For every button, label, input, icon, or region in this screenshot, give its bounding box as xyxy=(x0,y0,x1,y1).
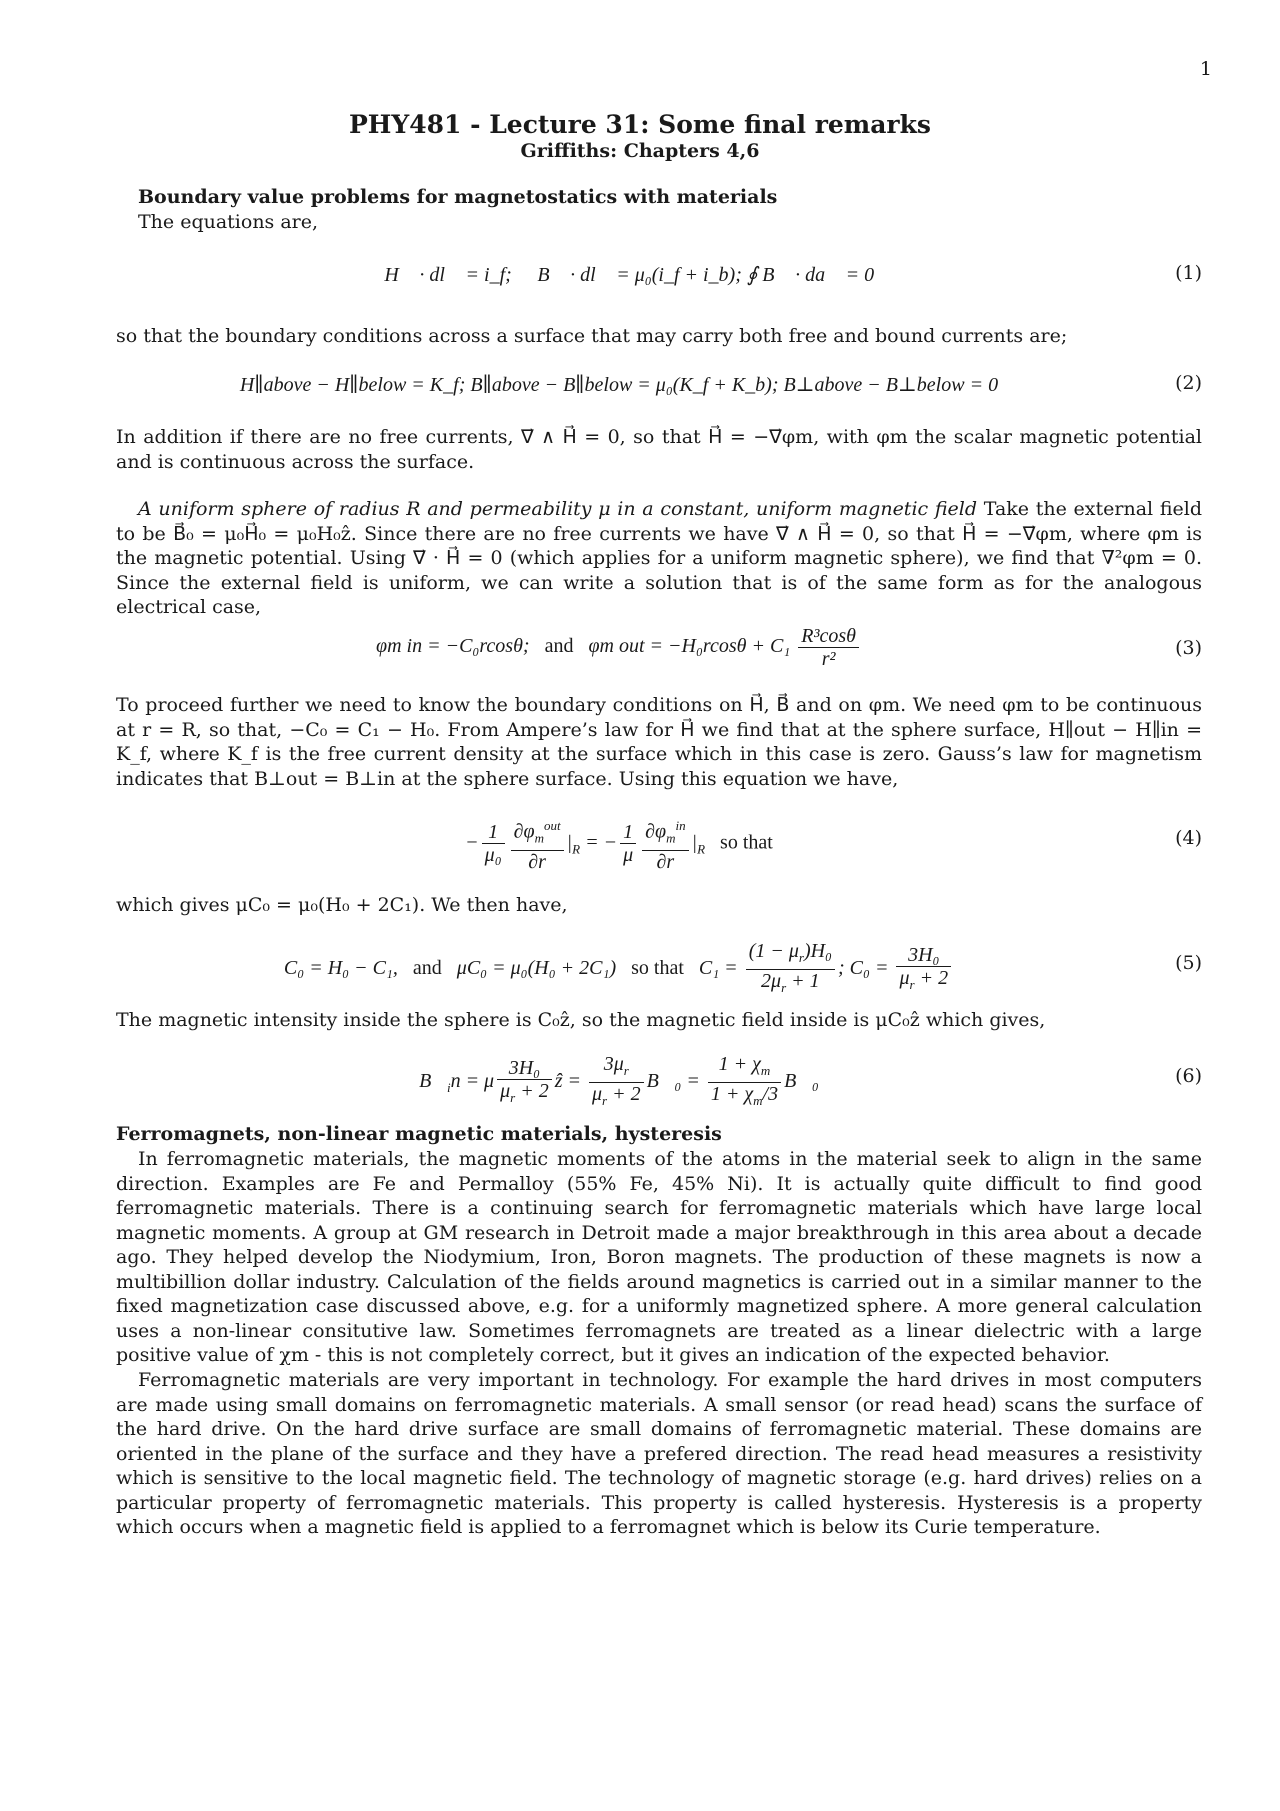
equation-6: $B⃗_in = \mu$ $\frac{\text{3H₀}}{\mu_r + 2}$ ẑ = $\frac{3\mu_r}{\mu_r + 2}$ B⃗₀ = $\frac{1 + \chi_m}{1 + \chi_m/3}$ B⃗₀ (6) xyxy=(116,1053,1202,1109)
equation-4-frac-c: $\frac{1}{\mu}$ xyxy=(620,821,636,866)
equation-2 xyxy=(116,372,1202,422)
equation-6-frac-c: $\frac{1 + \chi_m}{1 + \chi_m/3}$ xyxy=(708,1053,781,1112)
equation-2-number: (2) xyxy=(1175,372,1202,394)
equation-4-frac-b: $\frac{\partial\varphi_m^{out}}{\partial r}$ xyxy=(511,815,564,873)
equation-1 xyxy=(116,262,1202,312)
paragraph-boundary-conditions: so that the boundary conditions across a surface that may carry both free and bound currents are; xyxy=(116,325,1068,347)
equation-4-text: so that xyxy=(720,831,773,854)
uniform-sphere-lead: A uniform sphere of radius R and permeability μ in a constant, uniform magnetic field xyxy=(138,498,978,520)
section-heading-boundary: Boundary value problems for magnetostatics with materials xyxy=(138,186,778,208)
equation-4: − $\frac{1}{\text{μ₀}}$ $\frac{\partial\varphi_m^{out}}{\partial r}$ $|_R$ = − $\frac{1}{\mu}$ $\frac{\partial\varphi_m^{in}}{\partial r}$ $|_R$ so that (4) xyxy=(116,815,1202,871)
paragraph-free-currents: In addition if there are no free currents, ∇⃗ ∧ H⃗ = 0, so that H⃗ = −∇⃗φm, with φm the scalar magnetic potential and is continuous across the surface. xyxy=(116,426,1202,473)
equation-5: C₀ = H₀ − C₁, and μC₀ = μ₀(H₀ + 2C₁) so that C₁ = $\frac{(1 - \mu_r)H_0}{2\mu_r + 1}$ ; C₀ = $\frac{\text{3H₀}}{\mu_r + 2}$ (5) xyxy=(116,940,1202,996)
equation-5-b: μC₀ = μ₀(H₀ + 2C₁) xyxy=(456,957,617,980)
equation-3-and: and xyxy=(544,635,574,658)
equation-6-frac-b: $\frac{3\mu_r}{\mu_r + 2}$ xyxy=(589,1053,644,1112)
paragraph-gives: which gives μC₀ = μ₀(H₀ + 2C₁). We then have, xyxy=(116,894,568,916)
equation-2-body: H∥above − H∥below = K_f; B∥above − B∥below = μ₀(K_f + K_b); B⊥above − B⊥below = 0 xyxy=(239,374,999,396)
equation-6-frac-a: $\frac{\text{3H₀}}{\mu_r + 2}$ xyxy=(497,1057,552,1109)
paragraph-boundary-sphere: To proceed further we need to know the boundary conditions on H⃗, B⃗ and on φm. We need φm to be continuous at r = R, so that, −C₀ = C₁ − H₀. From Ampere’s law for H⃗ we find that at the sphere surface, H∥out − H∥in = K_f, where K_f is the free current density at the surface which in this case is zero. Gauss’s law for magnetism indicates that B⊥out = B⊥in at the sphere surface. Using this equation we have, xyxy=(116,694,1202,790)
equation-5-number: (5) xyxy=(1175,952,1202,974)
section-heading-ferromagnets: Ferromagnets, non-linear magnetic materials, hysteresis xyxy=(116,1123,722,1145)
equation-5-and: and xyxy=(412,957,442,980)
equation-3-inner: φm in = −C₀rcosθ; xyxy=(376,635,530,658)
uniform-sphere-body: Take the external field to be B⃗₀ = μ₀H⃗₀ = μ₀H₀ẑ. Since there are no free currents we have ∇⃗ ∧ H⃗ = 0, so that H⃗ = −∇⃗φm, where φm is the magnetic potential. Using ∇⃗ · H⃗ = 0 (which applies for a uniform magnetic sphere), we find that ∇²φm = 0. Since the external field is uniform, we can write a solution that is of the same form as for the analogous electrical case, xyxy=(116,498,1202,618)
equation-1-number: (1) xyxy=(1175,262,1202,284)
paragraph-ferromagnets-2: Ferromagnetic materials are very important in technology. For example the hard drives in most computers are made using small domains on ferromagnetic materials. A small sensor (or read head) scans the surface of the hard drive. On the hard drive surface are small domains of ferromagnetic material. These domains are oriented in the plane of the surface and they have a prefered direction. The read head measures a resistivity which is sensitive to the local magnetic field. The technology of magnetic storage (e.g. hard drives) relies on a particular property of ferromagnetic materials. This property is called hysteresis. Hysteresis is a property which occurs when a magnetic field is applied to a ferromagnet which is below its Curie temperature. xyxy=(116,1369,1202,1538)
equation-4-number: (4) xyxy=(1175,827,1202,849)
equation-4-frac-d: $\frac{\partial\varphi_m^{in}}{\partial r}$ xyxy=(642,815,688,873)
equation-3-numerator: R³cosθ xyxy=(798,625,859,648)
document-title: PHY481 - Lecture 31: Some final remarks xyxy=(348,110,931,139)
equation-5-a: C₀ = H₀ − C₁, xyxy=(283,957,398,980)
paragraph-intensity: The magnetic intensity inside the sphere is C₀ẑ, so the magnetic field inside is μC₀ẑ which gives, xyxy=(116,1009,1046,1031)
equation-1-body: ∮ H⃗ · dl⃗ = i_f; ∮ B⃗ · dl⃗ = μ₀(i_f + i_b); ∮ B⃗ · da⃗ = 0 xyxy=(363,264,875,286)
equation-5-frac-c0: $\frac{\text{3H₀}}{\mu_r + 2}$ xyxy=(896,944,951,996)
page-number: 1 xyxy=(1199,58,1212,80)
equation-3-number: (3) xyxy=(1175,637,1202,659)
equation-6-number: (6) xyxy=(1175,1065,1202,1087)
equation-3 xyxy=(116,625,1202,681)
equation-3-fraction xyxy=(798,625,859,670)
paragraph-ferromagnets-1: In ferromagnetic materials, the magnetic moments of the atoms in the material seek to align in the same direction. Examples are Fe and Permalloy (55% Fe, 45% Ni). It is actually quite difficult to find good ferromagnetic materials. There is a continuing search for ferromagnetic materials which have large local magnetic moments. A group at GM research in Detroit made a major breakthrough in this area about a decade ago. They helped develop the Niodymium, Iron, Boron magnets. The production of these magnets is now a multibillion dollar industry. Calculation of the fields around magnetics is carried out in a similar manner to the fixed magnetization case discussed above, e.g. for a uniformly magnetized sphere. A more general calculation uses a non-linear consitutive law. Sometimes ferromagnets are treated as a linear dielectric with a large positive value of χm - this is not completely correct, but it gives an indication of the expected behavior. xyxy=(116,1148,1202,1366)
equation-5-frac-c1: $\frac{(1 - \mu_r)H_0}{2\mu_r + 1}$ xyxy=(746,940,835,999)
equation-3-outer: φm out = −H₀rcosθ + C₁ xyxy=(588,635,791,658)
equation-4-frac-a: $\frac{1}{\text{μ₀}}$ xyxy=(482,821,505,866)
paragraph-uniform-sphere xyxy=(116,497,1202,620)
document-subtitle: Griffiths: Chapters 4,6 xyxy=(520,140,760,162)
intro-line: The equations are, xyxy=(138,211,319,233)
equation-5-so: so that xyxy=(631,957,684,980)
equation-3-denominator: r² xyxy=(821,648,836,670)
